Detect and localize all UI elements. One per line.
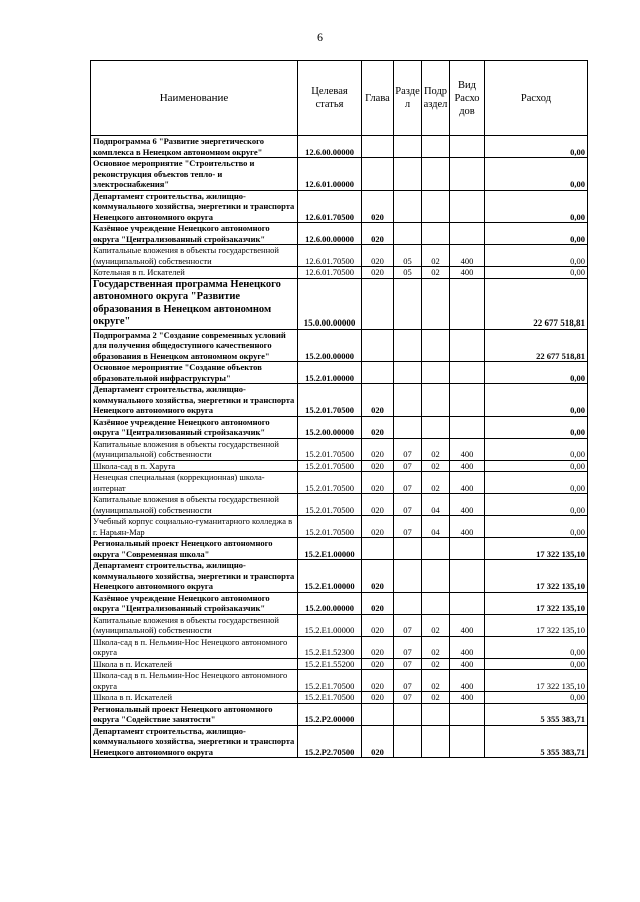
row-chapter: 020 [362,670,394,692]
row-expense-type [450,538,485,560]
table-row [91,658,588,670]
row-subsection [422,384,450,417]
row-chapter: 020 [362,245,394,267]
row-subsection [422,725,450,758]
row-name: Основное мероприятие "Строительство и реконструкция объектов тепло- и электроснабжения" [91,158,298,191]
row-section [394,560,422,593]
row-expense-type: 400 [450,438,485,460]
row-amount: 0,00 [485,267,588,279]
table-row [91,670,588,692]
row-name: Школа в п. Искателей [91,692,298,704]
row-chapter: 020 [362,725,394,758]
row-chapter [362,136,394,158]
row-name: Ненецкая специальная (коррекционная) школа-интернат [91,472,298,494]
row-chapter: 020 [362,494,394,516]
row-target: 15.2.P2.00000 [298,703,362,725]
row-expense-type: 400 [450,614,485,636]
row-expense-type [450,158,485,191]
row-subsection [422,329,450,362]
row-amount: 0,00 [485,158,588,191]
row-chapter: 020 [362,658,394,670]
row-section [394,158,422,191]
row-subsection: 04 [422,516,450,538]
row-name: Подпрограмма 2 "Создание современных условий для получения общедоступного качественного образования в Ненецком автономном округе" [91,329,298,362]
row-chapter: 020 [362,384,394,417]
row-section [394,136,422,158]
row-target: 15.2.E1.55200 [298,658,362,670]
row-section [394,384,422,417]
row-section [394,725,422,758]
row-name: Департамент строительства, жилищно-коммунального хозяйства, энергетики и транспорта Ненецкого автономного округа [91,190,298,223]
row-section [394,703,422,725]
row-subsection: 02 [422,438,450,460]
row-name: Котельная в п. Искателей [91,267,298,279]
row-target: 15.2.E1.00000 [298,614,362,636]
table-row [91,592,588,614]
row-subsection [422,703,450,725]
row-expense-type: 400 [450,636,485,658]
row-section: 07 [394,438,422,460]
row-chapter: 020 [362,636,394,658]
row-amount: 0,00 [485,494,588,516]
row-target: 15.2.E1.70500 [298,692,362,704]
row-target: 15.2.01.70500 [298,384,362,417]
row-target: 15.2.01.70500 [298,494,362,516]
row-amount: 22 677 518,81 [485,278,588,329]
row-expense-type: 400 [450,692,485,704]
row-target: 12.6.01.70500 [298,245,362,267]
row-target: 15.2.00.00000 [298,329,362,362]
row-name: Капитальные вложения в объекты государственной (муниципальной) собственности [91,245,298,267]
row-expense-type: 400 [450,245,485,267]
row-chapter: 020 [362,460,394,472]
table-row [91,438,588,460]
row-section: 07 [394,472,422,494]
row-subsection [422,136,450,158]
table-row [91,223,588,245]
table-row [91,278,588,329]
row-subsection: 02 [422,472,450,494]
row-expense-type [450,725,485,758]
header-section: Разде л [394,61,422,136]
table-row [91,703,588,725]
row-expense-type: 400 [450,658,485,670]
row-name: Региональный проект Ненецкого автономного округа "Содействие занятости" [91,703,298,725]
row-subsection [422,223,450,245]
header-expense-type: Вид Расхо дов [450,61,485,136]
row-section: 07 [394,670,422,692]
row-amount: 0,00 [485,636,588,658]
row-target: 12.6.00.00000 [298,136,362,158]
table-row [91,329,588,362]
row-name: Департамент строительства, жилищно-коммунального хозяйства, энергетики и транспорта Ненецкого автономного округа [91,384,298,417]
table-row [91,245,588,267]
row-section [394,592,422,614]
row-expense-type [450,362,485,384]
row-section: 05 [394,267,422,279]
row-chapter [362,362,394,384]
page-number: 6 [317,30,323,44]
row-subsection: 02 [422,636,450,658]
row-amount: 5 355 383,71 [485,725,588,758]
row-chapter: 020 [362,416,394,438]
row-amount: 0,00 [485,460,588,472]
row-chapter: 020 [362,267,394,279]
table-row [91,614,588,636]
row-section [394,362,422,384]
row-subsection [422,560,450,593]
row-expense-type [450,278,485,329]
row-target: 12.6.01.00000 [298,158,362,191]
row-section: 05 [394,245,422,267]
row-target: 15.2.00.00000 [298,592,362,614]
row-expense-type [450,416,485,438]
row-name: Государственная программа Ненецкого автономного округа "Развитие образования в Ненецком автономном округе" [91,278,298,329]
row-chapter: 020 [362,516,394,538]
row-target: 15.2.01.00000 [298,362,362,384]
row-chapter: 020 [362,560,394,593]
row-section [394,416,422,438]
row-expense-type [450,703,485,725]
row-name: Департамент строительства, жилищно-коммунального хозяйства, энергетики и транспорта Ненецкого автономного округа [91,560,298,593]
row-target: 15.2.01.70500 [298,460,362,472]
table-row [91,494,588,516]
row-section: 07 [394,658,422,670]
row-expense-type: 400 [450,494,485,516]
table-row [91,538,588,560]
row-section [394,538,422,560]
row-target: 15.2.01.70500 [298,472,362,494]
row-chapter: 020 [362,692,394,704]
row-chapter: 020 [362,223,394,245]
row-amount: 0,00 [485,223,588,245]
row-chapter [362,538,394,560]
row-section [394,190,422,223]
row-name: Школа в п. Искателей [91,658,298,670]
header-chapter: Глава [362,61,394,136]
row-subsection [422,158,450,191]
table-row [91,636,588,658]
row-amount: 22 677 518,81 [485,329,588,362]
table-row [91,362,588,384]
row-amount: 0,00 [485,516,588,538]
budget-table [90,60,588,758]
row-amount: 17 322 135,10 [485,670,588,692]
row-amount: 0,00 [485,362,588,384]
row-amount: 5 355 383,71 [485,703,588,725]
row-chapter [362,703,394,725]
row-name: Школа-сад в п. Нельмин-Нос Ненецкого автономного округа [91,636,298,658]
row-chapter: 020 [362,592,394,614]
row-name: Капитальные вложения в объекты государственной (муниципальной) собственности [91,614,298,636]
row-amount: 0,00 [485,692,588,704]
row-name: Школа-сад в п. Нельмин-Нос Ненецкого автономного округа [91,670,298,692]
row-section [394,223,422,245]
row-amount: 17 322 135,10 [485,592,588,614]
row-subsection [422,538,450,560]
row-subsection: 02 [422,670,450,692]
table-row [91,516,588,538]
row-amount: 17 322 135,10 [485,560,588,593]
row-chapter: 020 [362,438,394,460]
row-target: 15.2.01.70500 [298,516,362,538]
row-name: Казённое учреждение Ненецкого автономного округа "Централизованный стройзаказчик" [91,416,298,438]
row-target: 12.6.01.70500 [298,267,362,279]
row-chapter [362,329,394,362]
row-subsection [422,190,450,223]
row-subsection: 02 [422,658,450,670]
header-subsection: Подр аздел [422,61,450,136]
row-amount: 0,00 [485,472,588,494]
row-name: Учебный корпус социально-гуманитарного колледжа в г. Нарьян-Мар [91,516,298,538]
row-subsection: 02 [422,245,450,267]
row-expense-type [450,329,485,362]
row-chapter: 020 [362,614,394,636]
row-target: 15.2.E1.00000 [298,560,362,593]
row-chapter [362,158,394,191]
row-amount: 0,00 [485,658,588,670]
row-subsection: 02 [422,460,450,472]
header-target: Целевая статья [298,61,362,136]
row-expense-type: 400 [450,516,485,538]
row-chapter: 020 [362,472,394,494]
row-expense-type: 400 [450,460,485,472]
row-name: Подпрограмма 6 "Развитие энергетического комплекса в Ненецком автономном округе" [91,136,298,158]
row-expense-type [450,592,485,614]
row-section: 07 [394,494,422,516]
row-target: 15.2.E1.52300 [298,636,362,658]
row-subsection [422,278,450,329]
row-subsection: 04 [422,494,450,516]
row-amount: 0,00 [485,438,588,460]
row-name: Казённое учреждение Ненецкого автономного округа "Централизованный стройзаказчик" [91,592,298,614]
table-row [91,416,588,438]
row-expense-type [450,223,485,245]
row-amount: 17 322 135,10 [485,538,588,560]
table-row [91,472,588,494]
row-target: 12.6.00.00000 [298,223,362,245]
row-subsection: 02 [422,267,450,279]
row-amount: 0,00 [485,384,588,417]
row-chapter [362,278,394,329]
row-amount: 17 322 135,10 [485,614,588,636]
row-target: 15.0.00.00000 [298,278,362,329]
row-subsection [422,362,450,384]
row-name: Департамент строительства, жилищно-коммунального хозяйства, энергетики и транспорта Ненецкого автономного округа [91,725,298,758]
table-header-row [91,61,588,136]
table-row [91,560,588,593]
row-section: 07 [394,636,422,658]
row-section [394,278,422,329]
row-expense-type: 400 [450,472,485,494]
row-amount: 0,00 [485,190,588,223]
row-section: 07 [394,614,422,636]
row-section: 07 [394,460,422,472]
table-row [91,692,588,704]
table-row [91,190,588,223]
row-expense-type [450,384,485,417]
row-target: 15.2.E1.00000 [298,538,362,560]
row-expense-type: 400 [450,267,485,279]
row-target: 15.2.P2.70500 [298,725,362,758]
row-section: 07 [394,516,422,538]
table-row [91,158,588,191]
row-target: 12.6.01.70500 [298,190,362,223]
row-target: 15.2.E1.70500 [298,670,362,692]
row-amount: 0,00 [485,416,588,438]
table-row [91,725,588,758]
row-amount: 0,00 [485,136,588,158]
row-name: Региональный проект Ненецкого автономного округа "Современная школа" [91,538,298,560]
row-expense-type [450,190,485,223]
header-name: Наименование [91,61,298,136]
table-row [91,136,588,158]
row-name: Казённое учреждение Ненецкого автономного округа "Централизованный стройзаказчик" [91,223,298,245]
row-subsection [422,592,450,614]
row-subsection: 02 [422,692,450,704]
row-section [394,329,422,362]
row-target: 15.2.01.70500 [298,438,362,460]
row-chapter: 020 [362,190,394,223]
row-name: Капитальные вложения в объекты государственной (муниципальной) собственности [91,438,298,460]
row-section: 07 [394,692,422,704]
row-subsection [422,416,450,438]
row-name: Школа-сад в п. Харута [91,460,298,472]
row-name: Основное мероприятие "Создание объектов образовательной инфраструктуры" [91,362,298,384]
table-row [91,460,588,472]
row-amount: 0,00 [485,245,588,267]
row-subsection: 02 [422,614,450,636]
row-name: Капитальные вложения в объекты государственной (муниципальной) собственности [91,494,298,516]
row-target: 15.2.00.00000 [298,416,362,438]
row-expense-type [450,560,485,593]
table-row [91,267,588,279]
table-row [91,384,588,417]
row-expense-type: 400 [450,670,485,692]
row-expense-type [450,136,485,158]
header-expense: Расход [485,61,588,136]
